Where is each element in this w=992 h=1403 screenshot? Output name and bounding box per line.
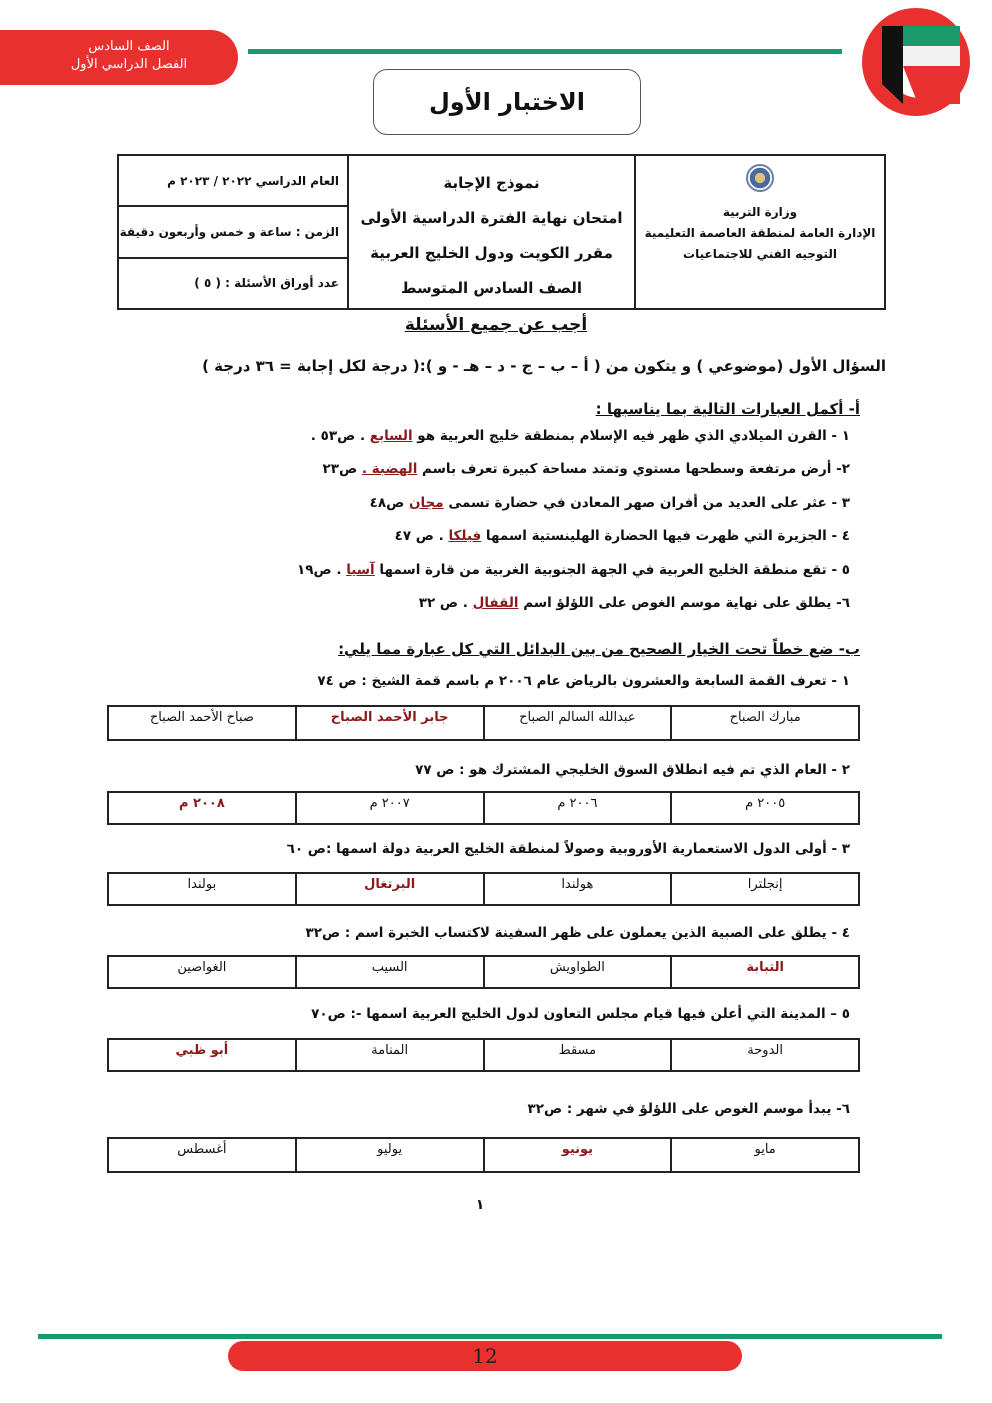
part-a-item-4 [200,528,850,544]
part-a-title: أ- أكمل العبارات التالية بما يناسبها : [595,400,860,418]
exam-details-cell [119,156,347,308]
exam-info-cell [347,156,634,308]
grade-semester-tag [0,30,238,85]
options-table-1 [107,705,860,741]
part-a-item-answer: فيلكا [448,528,482,544]
ministry-department: التوجيه الفني للاجتماعيات [683,247,837,261]
option: ٢٠٠٥ م [671,792,859,824]
part-a-item-text: ٥ - تقع منطقة الخليج العربية في الجهة الجنوبية الغربية من قارة اسمها [374,562,850,578]
part-a-item-ref: ص٢٣ [322,461,362,477]
sheet-count: عدد أوراق الأسئلة : ( ٥ ) [194,276,339,291]
ministry-emblem-icon [746,164,774,192]
option: بولندا [108,873,296,905]
option: عبدالله السالم الصباح [484,706,672,740]
correct-option: ٢٠٠٨ م [108,792,296,824]
part-a-item-text: ٦- يطلق على نهاية موسم الغوص على اللؤلؤ اسم [518,595,850,611]
part-b-question-4: ٤ - يطلق على الصبية الذين يعملون على ظهر السفينة لاكتساب الخبرة اسم : ص٣٢ [305,925,850,941]
option: ٢٠٠٦ م [484,792,672,824]
answer-model-label: نموذج الإجابة [443,174,540,192]
part-b-question-3: ٣ - أولى الدول الاستعمارية الأوروبية وصولاً لمنطقة الخليج العربية دولة اسمها :ص ٦٠ [286,841,850,857]
correct-option: أبو ظبي [108,1039,296,1071]
grade-name: الصف السادس المتوسط [400,279,583,297]
part-b-question-5: ٥ – المدينة التي أعلن فيها قيام مجلس التعاون لدول الخليج العربية اسمها -: ص٧٠ [311,1006,850,1022]
option: مسقط [484,1039,672,1071]
part-a-item-ref: . ص ٤٧ [394,528,449,544]
correct-option: يونيو [484,1138,672,1172]
option: أغسطس [108,1138,296,1172]
course-name: مقرر الكويت ودول الخليج العربية [370,244,613,262]
part-b-question-6: ٦- يبدأ موسم الغوص على اللؤلؤ في شهر : ص٣٢ [527,1101,850,1117]
correct-option: جابر الأحمد الصباح [296,706,484,740]
sheet-page-number: ١ [475,1197,485,1213]
options-table-3 [107,872,860,906]
part-a-item-ref: . ص ٣٢ [418,595,473,611]
part-a-item-5 [200,562,850,578]
option: ٢٠٠٧ م [296,792,484,824]
option: يوليو [296,1138,484,1172]
part-a-item-6 [200,595,850,611]
correct-option: التبابة [671,956,859,988]
page-number: 12 [228,1341,742,1371]
part-b-question-2: ٢ - العام الذي تم فيه انطلاق السوق الخليجي المشترك هو : ص ٧٧ [415,762,850,778]
logo [848,4,978,122]
ministry-name: وزارة التربية [722,205,798,219]
instruction: أجب عن جميع الأسئلة [404,315,588,335]
grade-label: الصف السادس [88,39,170,54]
part-a-item-answer: مجان [408,495,444,511]
part-a-item-text: ١ - القرن الميلادي الذي ظهر فيه الإسلام بمنطقة خليج العربية هو [412,428,850,444]
ministry-region: الإدارة العامة لمنطقة العاصمة التعليمية [644,226,876,240]
option: مبارك الصباح [671,706,859,740]
part-a-item-answer: القفال [472,595,519,611]
part-a-item-text: ٢- أرض مرتفعة وسطحها مستوي وتمتد مساحة كبيرة تعرف باسم [417,461,850,477]
part-a-item-ref: . ص١٩ [297,562,347,578]
exam-header [117,154,886,310]
exam-title: الاختبار الأول [373,69,641,135]
part-a-item-2 [200,461,850,477]
exam-duration: الزمن : ساعة و خمس وأربعون دقيقة [119,207,347,258]
part-a-item-text: ٣ - عثر على العديد من أفران صهر المعادن في حضارة تسمى [443,495,850,511]
option: هولندا [484,873,672,905]
part-a-item-text: ٤ - الجزيرة التي ظهرت فيها الحضارة الهلينستية اسمها [481,528,850,544]
options-table-4 [107,955,860,989]
option: الطواويش [484,956,672,988]
part-a-item-ref: ص٤٨ [369,495,409,511]
top-divider [248,49,842,54]
academic-year: العام الدراسي ٢٠٢٢ / ٢٠٢٣ م [119,156,347,207]
bottom-divider [38,1334,942,1339]
option: السيب [296,956,484,988]
options-table-6 [107,1137,860,1173]
exam-period-label: امتحان نهاية الفترة الدراسية الأولى [360,209,623,227]
option: إنجلترا [671,873,859,905]
option: صباح الأحمد الصباح [108,706,296,740]
option: الدوحة [671,1039,859,1071]
part-a-item-1 [200,428,850,444]
correct-option: البرتغال [296,873,484,905]
part-a-item-answer: السابع [369,428,413,444]
question1-title: السؤال الأول (موضوعي ) و يتكون من ( أ – ب – ج - د – هـ - و ):( درجة لكل إجابة = ٣٦ درجة ) [202,357,886,375]
option: مايو [671,1138,859,1172]
part-b-question-1: ١ - تعرف القمة السابعة والعشرون بالرياض عام ٢٠٠٦ م باسم قمة الشيخ : ص ٧٤ [317,673,850,689]
part-a-item-answer: آسيا [346,562,375,578]
options-table-2 [107,791,860,825]
options-table-5 [107,1038,860,1072]
ministry-cell [634,156,884,308]
part-a-item-answer: الهضبة . [361,461,418,477]
option: الغواصين [108,956,296,988]
semester-label: الفصل الدراسي الأول [70,57,188,72]
part-a-item-3 [200,495,850,511]
option: المنامة [296,1039,484,1071]
part-a-item-ref: . ص٥٣ . [310,428,370,444]
part-b-title: ب- ضع خطاً تحت الخيار الصحيح من بين البدائل التي كل عبارة مما يلي: [338,640,860,658]
